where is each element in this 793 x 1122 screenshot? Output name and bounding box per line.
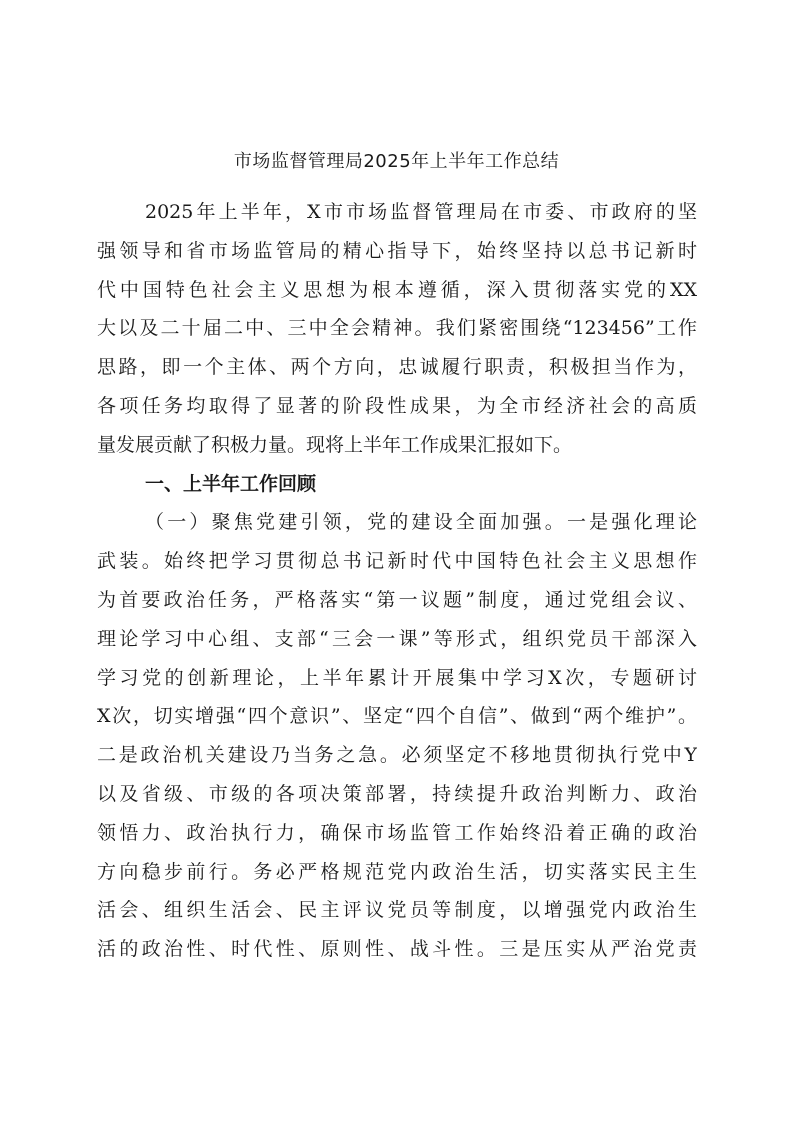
paragraph-line: 各项任务均取得了显著的阶段性成果，为全市经济社会的高质 — [97, 394, 697, 417]
paragraph-line: 方向稳步前行。务必严格规范党内政治生活，切实落实民主生 — [97, 860, 697, 883]
paragraph-line: 量发展贡献了积极力量。现将上半年工作成果汇报如下。 — [97, 433, 573, 456]
section-heading: 一、上半年工作回顾 — [145, 472, 317, 495]
paragraph-line: 活的政治性、时代性、原则性、战斗性。三是压实从严治党责 — [97, 938, 697, 961]
paragraph-line: 思路，即一个主体、两个方向，忠诚履行职责，积极担当作为， — [97, 356, 697, 379]
paragraph-line: 学习党的创新理论，上半年累计开展集中学习X次，专题研讨 — [97, 666, 697, 689]
paragraph-line: 强领导和省市场监管局的精心指导下，始终坚持以总书记新时 — [97, 239, 697, 262]
paragraph-line: 活会、组织生活会、民主评议党员等制度，以增强党内政治生 — [97, 899, 697, 922]
paragraph-line: 2025年上半年，X市市场监督管理局在市委、市政府的坚 — [145, 201, 697, 223]
document-body — [97, 193, 697, 969]
paragraph-line: 领悟力、政治执行力，确保市场监管工作始终沿着正确的政治 — [97, 821, 697, 844]
document-title: 市场监督管理局2025年上半年工作总结 — [233, 151, 560, 172]
paragraph-line: 代中国特色社会主义思想为根本遵循，深入贯彻落实党的XX — [97, 278, 697, 301]
paragraph-line: 为首要政治任务，严格落实“第一议题”制度，通过党组会议、 — [97, 588, 697, 611]
paragraph-line: 武装。始终把学习贯彻总书记新时代中国特色社会主义思想作 — [97, 550, 697, 573]
paragraph-line: 以及省级、市级的各项决策部署，持续提升政治判断力、政治 — [97, 782, 697, 805]
paragraph-line: （一）聚焦党建引领，党的建设全面加强。一是强化理论 — [145, 511, 697, 534]
paragraph-line: X次，切实增强“四个意识”、坚定“四个自信”、做到“两个维护”。 — [97, 705, 697, 728]
paragraph-line: 理论学习中心组、支部“三会一课”等形式，组织党员干部深入 — [97, 627, 697, 650]
paragraph-line: 大以及二十届二中、三中全会精神。我们紧密围绕“123456”工作 — [97, 317, 697, 340]
paragraph-line: 二是政治机关建设乃当务之急。必须坚定不移地贯彻执行党中Y — [97, 744, 697, 767]
